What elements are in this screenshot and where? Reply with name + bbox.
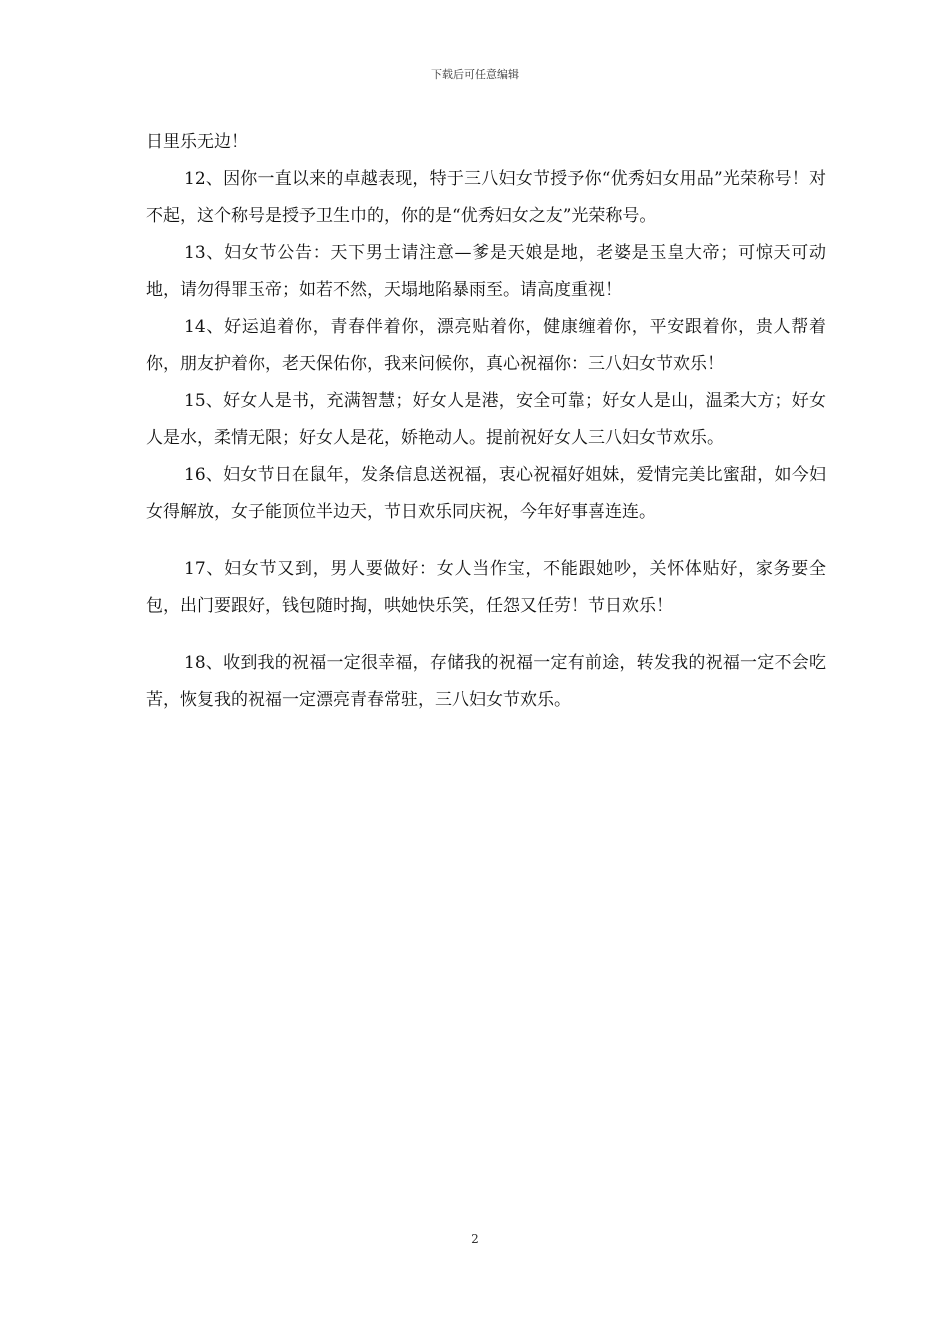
paragraph-spacer <box>146 531 826 551</box>
paragraph-item-13: 13、妇女节公告：天下男士请注意—爹是天娘是地，老婆是玉皇大帝；可惊天可动地，请勿得罪玉帝；如若不然，天塌地陷暴雨至。请高度重视！ <box>146 243 826 300</box>
paragraph-continuation: 日里乐无边！ <box>146 132 248 152</box>
paragraph-item-14: 14、好运追着你，青春伴着你，漂亮贴着你，健康缠着你，平安跟着你，贵人帮着你，朋友护着你，老天保佑你，我来问候你，真心祝福你：三八妇女节欢乐！ <box>146 317 826 374</box>
page-number: 2 <box>471 1232 479 1246</box>
paragraph-spacer <box>146 625 826 645</box>
page-header-note: 下载后可任意编辑 <box>431 68 519 81</box>
paragraph-item-15: 15、好女人是书，充满智慧；好女人是港，安全可靠；好女人是山，温柔大方；好女人是水，柔情无限；好女人是花，娇艳动人。提前祝好女人三八妇女节欢乐。 <box>146 391 826 448</box>
paragraph-item-12: 12、因你一直以来的卓越表现，特于三八妇女节授予你“优秀妇女用品”光荣称号！对不起，这个称号是授予卫生巾的，你的是“优秀妇女之友”光荣称号。 <box>146 169 826 226</box>
document-body <box>146 124 826 719</box>
paragraph-item-16: 16、妇女节日在鼠年，发条信息送祝福，衷心祝福好姐妹，爱情完美比蜜甜，如今妇女得解放，女子能顶位半边天，节日欢乐同庆祝，今年好事喜连连。 <box>146 465 826 522</box>
paragraph-item-17: 17、妇女节又到，男人要做好：女人当作宝，不能跟她吵，关怀体贴好，家务要全包，出门要跟好，钱包随时掏，哄她快乐笑，任怨又任劳！节日欢乐！ <box>146 559 826 616</box>
paragraph-item-18: 18、收到我的祝福一定很幸福，存储我的祝福一定有前途，转发我的祝福一定不会吃苦，恢复我的祝福一定漂亮青春常驻，三八妇女节欢乐。 <box>146 653 826 710</box>
